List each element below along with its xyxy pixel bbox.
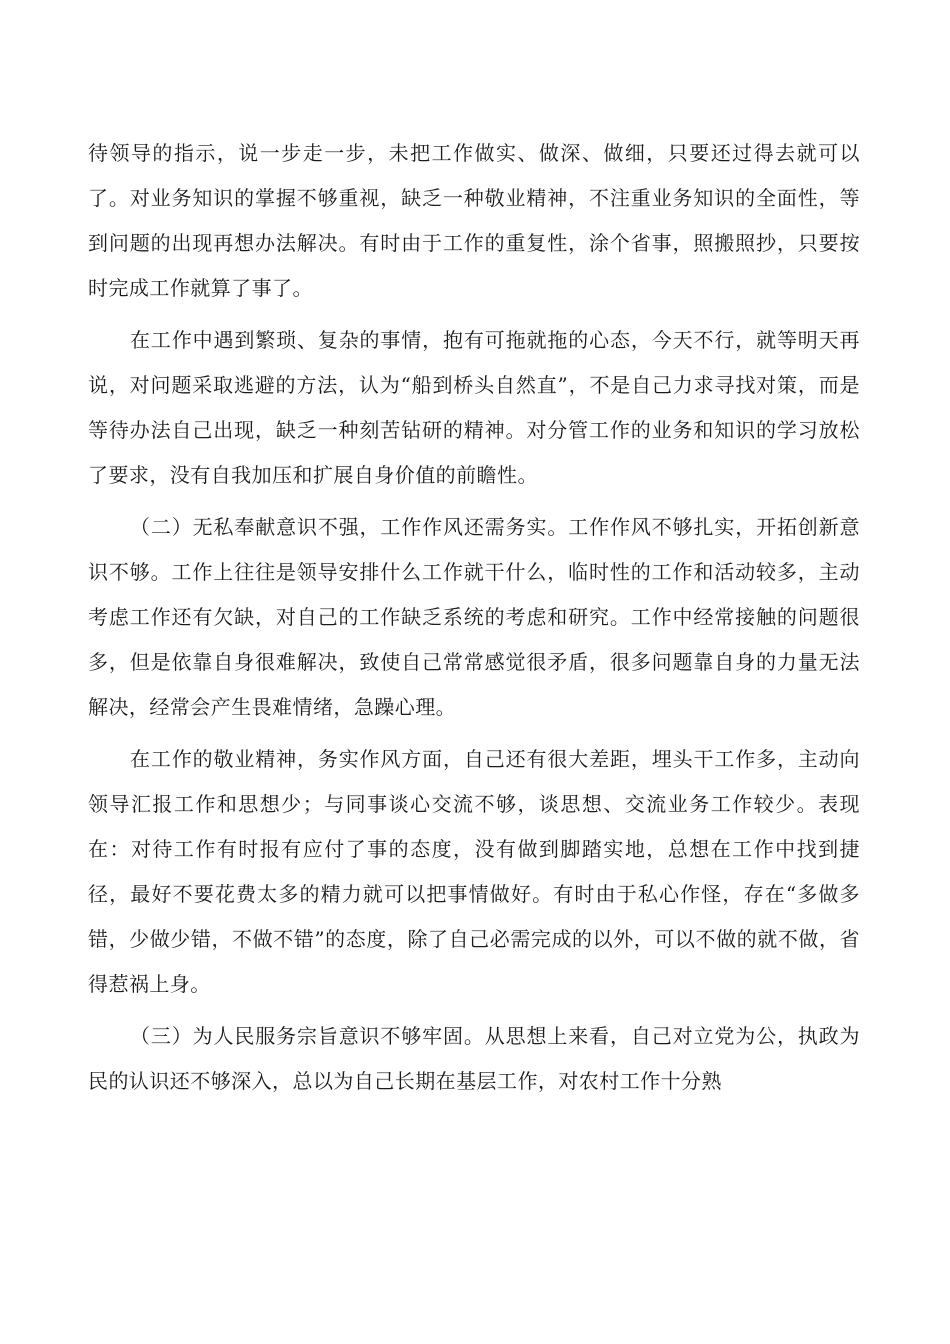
- paragraph-4: 在工作的敬业精神，务实作风方面，自己还有很大差距，埋头干工作多，主动向领导汇报工作和思想少；与同事谈心交流不够，谈思想、交流业务工作较少。表现在：对待工作有时报有应付了事的态度，没有做到脚踏实地，总想在工作中找到捷径，最好不要花费太多的精力就可以把事情做好。有时由于私心作怪，存在“多做多错，少做少错，不做不错”的态度，除了自己必需完成的以外，可以不做的就不做，省得惹祸上身。: [88, 747, 860, 996]
- paragraph-3: （二）无私奉献意识不强，工作作风还需务实。工作作风不够扎实，开拓创新意识不够。工作上往往是领导安排什么工作就干什么，临时性的工作和活动较多，主动考虑工作还有欠缺，对自己的工作缺乏系统的考虑和研究。工作中经常接触的问题很多，但是依靠自身很难解决，致使自己常常感觉很矛盾，很多问题靠自身的力量无法解决，经常会产生畏难情绪，急躁心理。: [88, 515, 860, 719]
- paragraph-5: （三）为人民服务宗旨意识不够牢固。从思想上来看，自己对立党为公，执政为民的认识还不够深入，总以为自己长期在基层工作，对农村工作十分熟: [88, 1024, 860, 1093]
- paragraph-2: 在工作中遇到繁琐、复杂的事情，抱有可拖就拖的心态，今天不行，就等明天再说，对问题采取逃避的方法，认为“船到桥头自然直”，不是自己力求寻找对策，而是等待办法自己出现，缺乏一种刻苦钻研的精神。对分管工作的业务和知识的学习放松了要求，没有自我加压和扩展自身价值的前瞻性。: [88, 328, 860, 487]
- paragraph-1: 待领导的指示，说一步走一步，未把工作做实、做深、做细，只要还过得去就可以了。对业务知识的掌握不够重视，缺乏一种敬业精神，不注重业务知识的全面性，等到问题的出现再想办法解决。有时由于工作的重复性，涂个省事，照搬照抄，只要按时完成工作就算了事了。: [88, 141, 860, 300]
- document-body: [88, 131, 860, 1104]
